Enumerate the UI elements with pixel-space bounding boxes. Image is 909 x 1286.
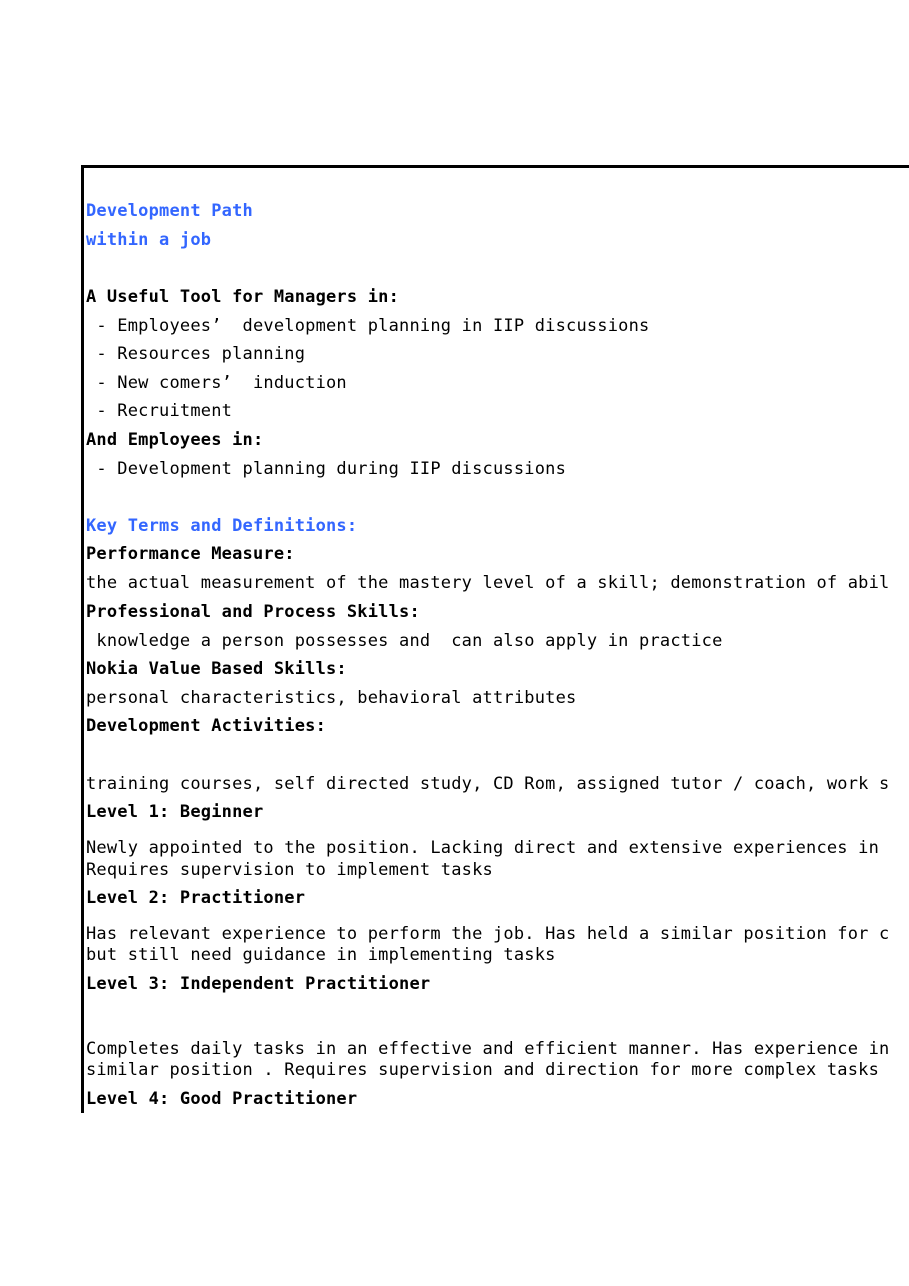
term-performance-measure: Performance Measure:: [86, 544, 295, 564]
employees-item: - Development planning during IIP discussions: [86, 459, 567, 479]
term-professional-skills: Professional and Process Skills:: [86, 602, 420, 622]
level-2-title: Level 2: Practitioner: [86, 888, 306, 908]
definition-performance-measure: the actual measurement of the mastery level of a skill; demonstration of abil: [86, 573, 890, 593]
sheet-border-top: [81, 165, 909, 168]
level-1-desc: Requires supervision to implement tasks: [86, 860, 493, 880]
definitions-heading: Key Terms and Definitions:: [86, 516, 358, 536]
definition-development-activities: training courses, self directed study, CD Rom, assigned tutor / coach, work s: [86, 774, 890, 794]
term-development-activities: Development Activities:: [86, 716, 327, 736]
sheet-border-left: [81, 165, 84, 1113]
level-1-desc: Newly appointed to the position. Lacking direct and extensive experiences in: [86, 838, 880, 858]
title-line-2: within a job: [86, 230, 212, 250]
definition-professional-skills: knowledge a person possesses and can also apply in practice: [86, 631, 723, 651]
level-4-title: Level 4: Good Practitioner: [86, 1089, 358, 1109]
managers-heading: A Useful Tool for Managers in:: [86, 287, 400, 307]
managers-item: - New comers’ induction: [86, 373, 347, 393]
level-3-title: Level 3: Independent Practitioner: [86, 974, 431, 994]
managers-item: - Recruitment: [86, 401, 233, 421]
level-3-desc: similar position . Requires supervision and direction for more complex tasks: [86, 1060, 880, 1080]
title-line-1: Development Path: [86, 201, 253, 221]
managers-item: - Resources planning: [86, 344, 306, 364]
level-1-title: Level 1: Beginner: [86, 802, 264, 822]
employees-heading: And Employees in:: [86, 430, 264, 450]
level-2-desc: but still need guidance in implementing tasks: [86, 945, 556, 965]
level-2-desc: Has relevant experience to perform the job. Has held a similar position for c: [86, 924, 890, 944]
definition-value-skills: personal characteristics, behavioral attributes: [86, 688, 577, 708]
managers-item: - Employees’ development planning in IIP discussions: [86, 316, 650, 336]
level-3-desc: Completes daily tasks in an effective and efficient manner. Has experience in: [86, 1039, 890, 1059]
term-value-skills: Nokia Value Based Skills:: [86, 659, 347, 679]
